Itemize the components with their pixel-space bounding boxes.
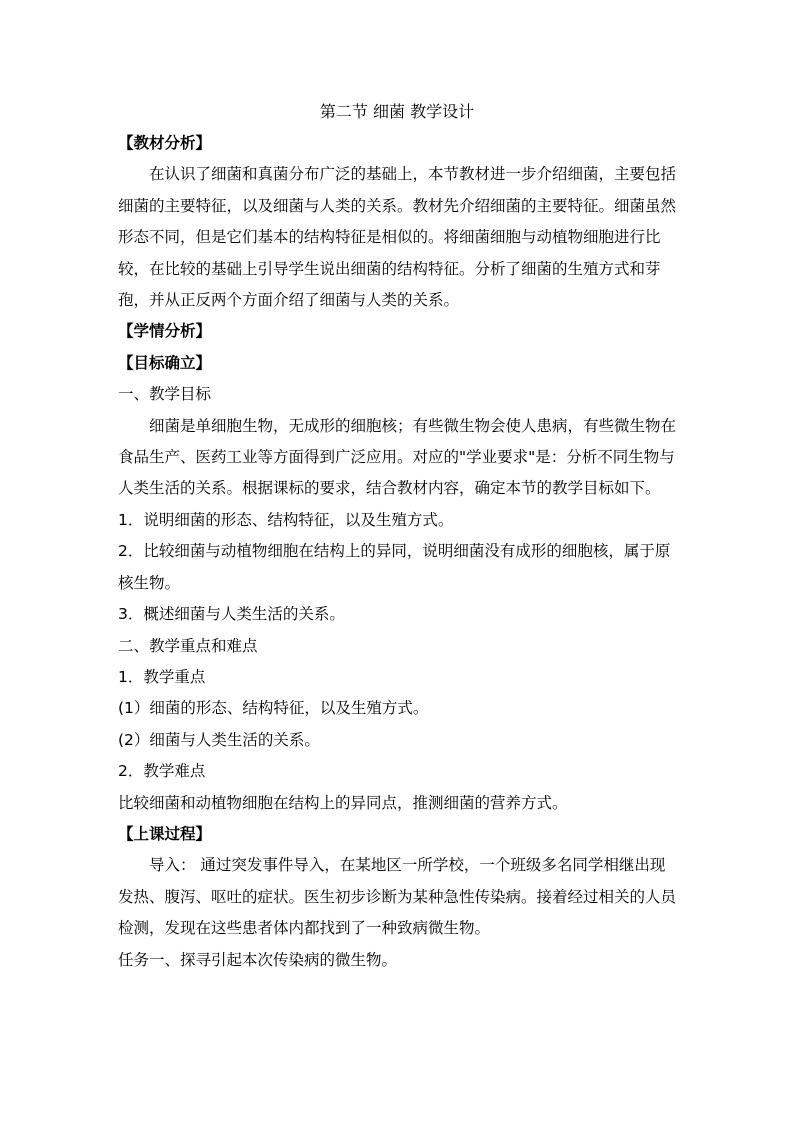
teaching-focus-heading: 1．教学重点	[118, 667, 206, 686]
teaching-goal-item: 1．说明细菌的形态、结构特征，以及生殖方式。	[118, 510, 454, 529]
teaching-difficulty-text: 比较细菌和动植物细胞在结构上的异同点，推测细菌的营养方式。	[118, 793, 568, 812]
teaching-goals-paragraph: 细菌是单细胞生物，无成形的细胞核；有些微生物会使人患病，有些微生物在食品生产、医药工业等方面得到广泛应用。对应的"学业要求"是：分析不同生物与人类生活的关系。根据课标的要求，结合教材内容，确定本节的教学目标如下。	[118, 416, 677, 498]
key-points-heading: 二、教学重点和难点	[118, 636, 258, 655]
section-heading-student-analysis: 【学情分析】	[118, 322, 212, 341]
section-heading-goal-setting: 【目标确立】	[118, 353, 212, 372]
teaching-focus-item: (1）细菌的形态、结构特征，以及生殖方式。	[118, 699, 429, 718]
task-one-text: 任务一、探寻引起本次传染病的微生物。	[118, 950, 398, 969]
document-body	[118, 128, 678, 976]
teaching-focus-item: (2）细菌与人类生活的关系。	[118, 730, 320, 749]
section-heading-textbook-analysis: 【教材分析】	[118, 134, 212, 152]
teaching-difficulty-heading: 2．教学难点	[118, 762, 206, 781]
teaching-goal-item: 2．比较细菌与动植物细胞在结构上的异同，说明细菌没有成形的细胞核，属于原核生物。	[118, 542, 671, 592]
class-intro-paragraph: 导入： 通过突发事件导入，在某地区一所学校，一个班级多名同学相继出现发热、腹泻、呕吐的症状。医生初步诊断为某种急性传染病。接着经过相关的人员检测，发现在这些患者体内都找到了一种致病微生物。	[118, 856, 677, 938]
teaching-goals-heading: 一、教学目标	[118, 385, 212, 404]
textbook-analysis-paragraph: 在认识了细菌和真菌分布广泛的基础上，本节教材进一步介绍细菌，主要包括细菌的主要特征，以及细菌与人类的关系。教材先介绍细菌的主要特征。细菌虽然形态不同，但是它们基本的结构特征是相似的。将细菌细胞与动植物细胞进行比较，在比较的基础上引导学生说出细菌的结构特征。分析了细菌的生殖方式和芽孢，并从正反两个方面介绍了细菌与人类的关系。	[118, 165, 677, 310]
section-heading-class-process: 【上课过程】	[118, 824, 212, 843]
document-title: 第二节 细菌 教学设计	[319, 102, 475, 121]
teaching-goal-item: 3．概述细菌与人类生活的关系。	[118, 605, 345, 624]
